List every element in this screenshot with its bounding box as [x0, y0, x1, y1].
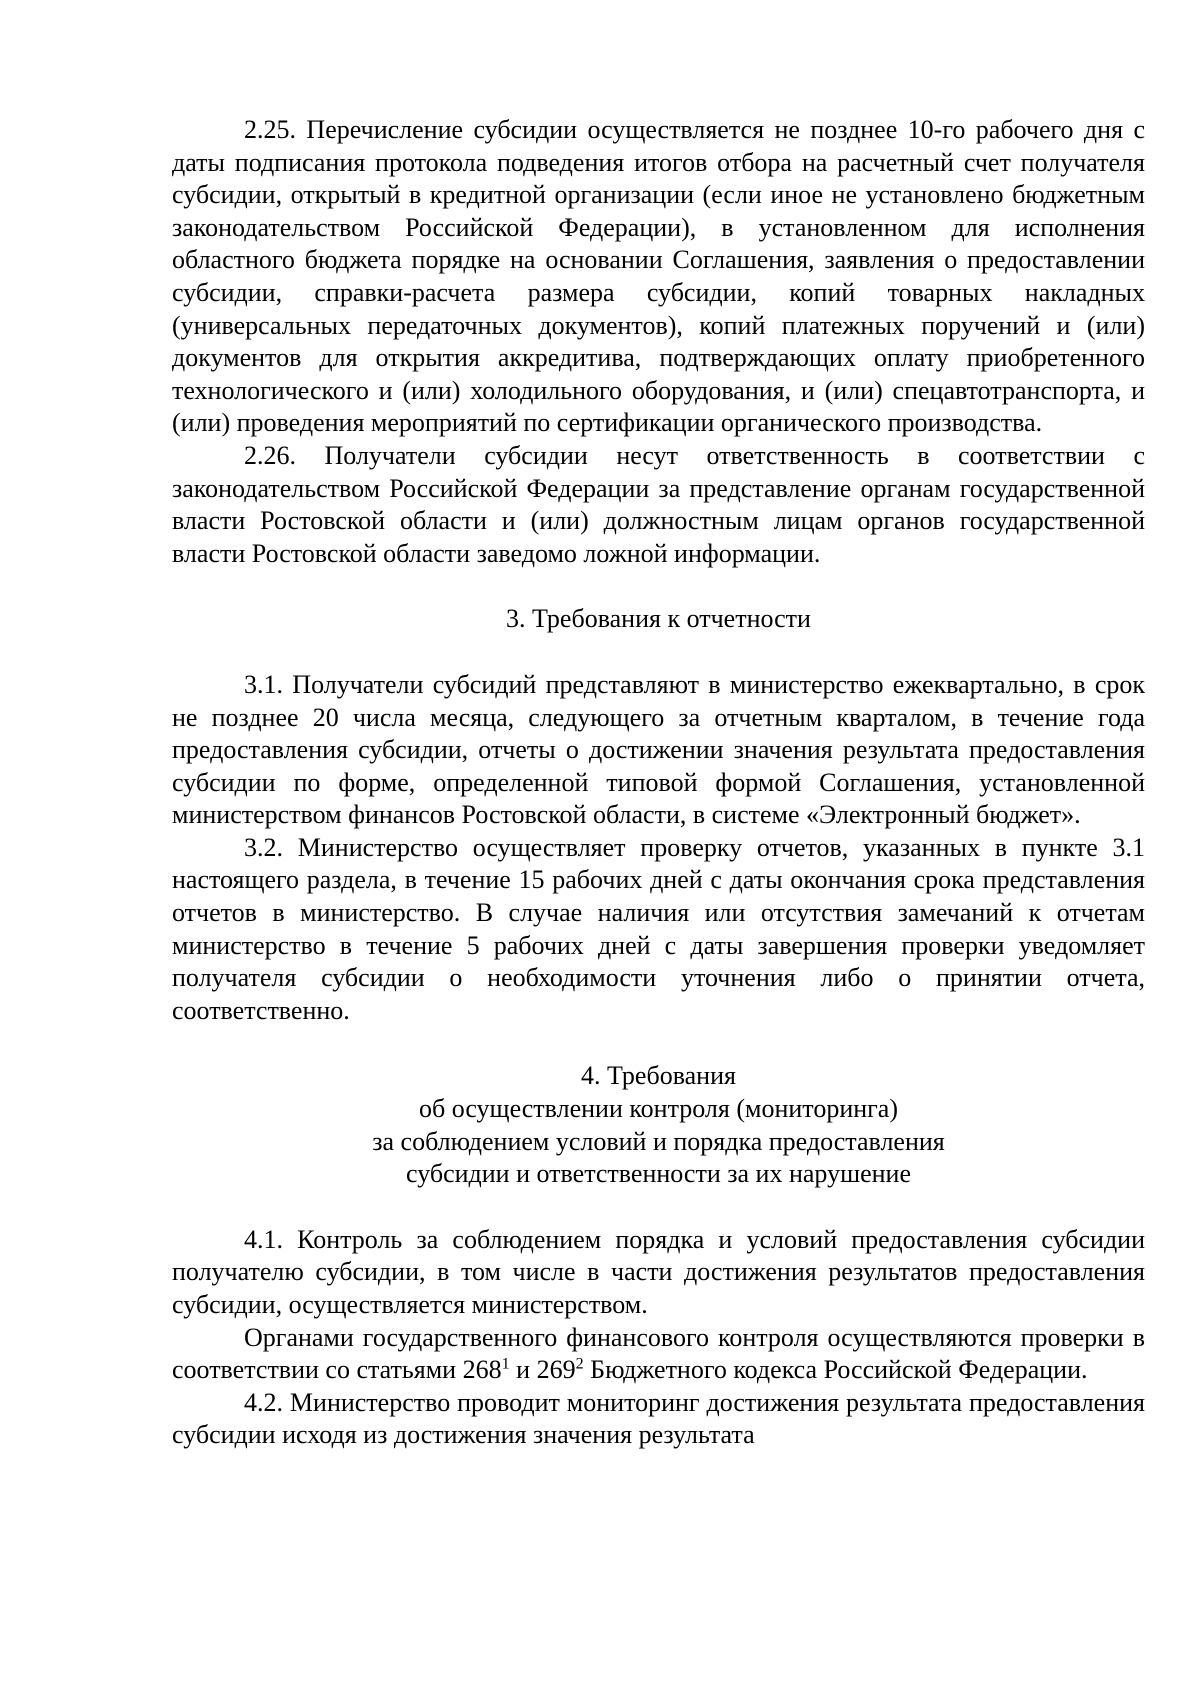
control-text-start: Органами государственного финансового контроля осуществляются проверки в соответствии со статьями 268: [172, 1322, 1145, 1385]
document-page: [172, 114, 1145, 1452]
spacer: [172, 570, 1145, 603]
section-4-title-line: 4. Требования: [581, 1061, 736, 1091]
spacer: [172, 636, 1145, 669]
section-3-title: 3. Требования к отчетности: [506, 604, 811, 634]
spacer: [172, 1191, 1145, 1224]
control-text-end: Бюджетного кодекса Российской Федерации.: [583, 1355, 1088, 1385]
paragraph-3-1: 3.1. Получатели субсидий представляют в министерство ежеквартально, в срок не позднее 20 числа месяца, следующего за отчетным кварталом, в течение года предоставления субсидии, отчеты о достижении значения результата предоставления субсидии по форме, определенной типовой формой Соглашения, установленной министерством финансов Ростовской области, в системе «Электронный бюджет».: [172, 669, 1145, 830]
paragraph-financial-control: [172, 1322, 1145, 1387]
section-4-title-line: об осуществлении контроля (мониторинга): [418, 1094, 899, 1124]
paragraph-4-1: 4.1. Контроль за соблюдением порядка и условий предоставления субсидии получателю субсидии, в том числе в части достижения результатов предоставления субсидии, осуществляется министерством.: [172, 1224, 1145, 1319]
section-4-title-line: субсидии и ответственности за их нарушение: [406, 1159, 911, 1189]
paragraph-2-25: 2.25. Перечисление субсидии осуществляется не позднее 10-го рабочего дня с даты подписания протокола подведения итогов отбора на расчетный счет получателя субсидии, открытый в кредитной организации (если иное не установлено бюджетным законодательством Российской Федерации), в установленном для исполнения областного бюджета порядке на основании Соглашения, заявления о предоставлении субсидии, справки-расчета размера субсидии, копий товарных накладных (универсальных передаточных документов), копий платежных поручений и (или) документов для открытия аккредитива, подтверждающих оплату приобретенного технологического и (или) холодильного оборудования, и (или) спецавтотранспорта, и (или) проведения мероприятий по сертификации органического производства.: [172, 115, 1145, 438]
superscript-268: 1: [501, 1355, 510, 1373]
superscript-269: 2: [575, 1355, 584, 1373]
paragraph-2-26: 2.26. Получатели субсидии несут ответственность в соответствии с законодательством Российской Федерации за представление органам государственной власти Ростовской области и (или) должностным лицам органов государственной власти Ростовской области заведомо ложной информации.: [172, 440, 1145, 568]
paragraph-3-2: 3.2. Министерство осуществляет проверку отчетов, указанных в пункте 3.1 настоящего раздела, в течение 15 рабочих дней с даты окончания срока представления отчетов в министерство. В случае наличия или отсутствия замечаний к отчетам министерство в течение 5 рабочих дней с даты завершения проверки уведомляет получателя субсидии о необходимости уточнения либо о принятии отчета, соответственно.: [172, 832, 1145, 1025]
paragraph-4-2: 4.2. Министерство проводит мониторинг достижения результата предоставления субсидии исходя из достижения значения результата: [172, 1387, 1145, 1450]
spacer: [172, 1027, 1145, 1060]
section-4-title: [172, 1060, 1145, 1190]
section-4-title-line: за соблюдением условий и порядка предоставления: [372, 1126, 945, 1156]
control-text-middle: и 269: [509, 1355, 576, 1385]
